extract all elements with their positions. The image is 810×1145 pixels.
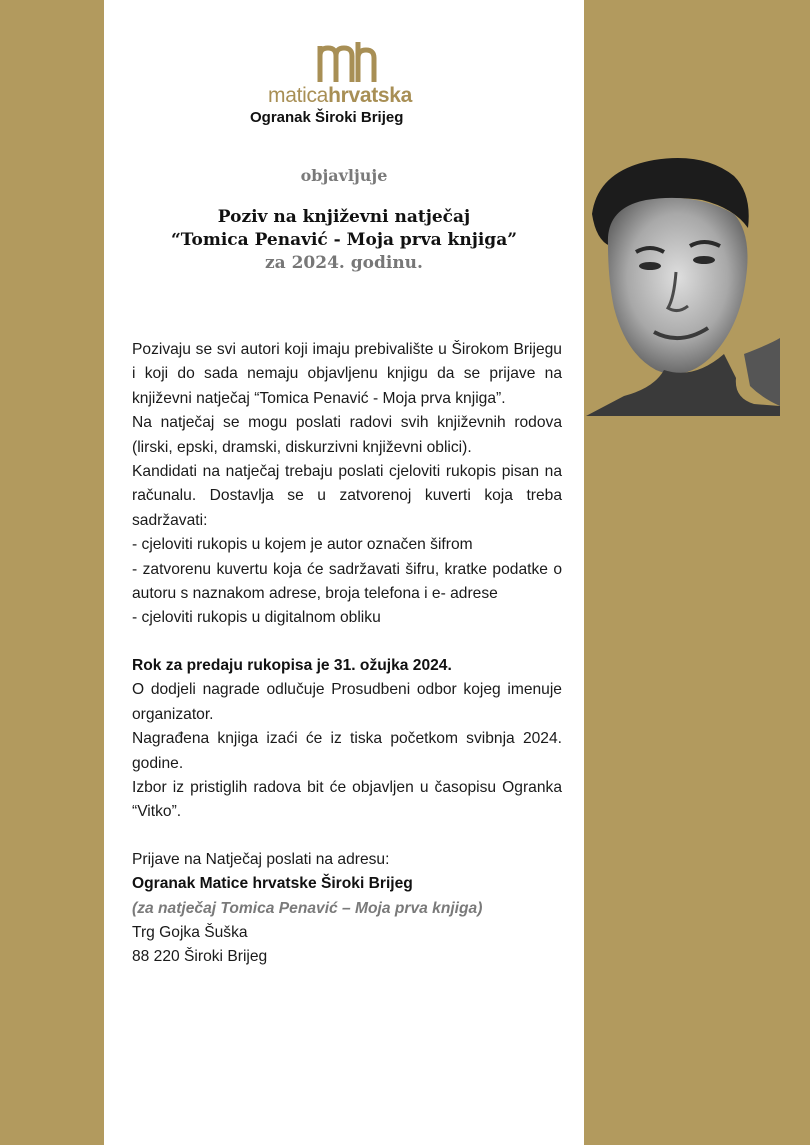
brand-name-light: matica <box>268 84 329 107</box>
deadline: Rok za predaju rukopisa je 31. ožujka 2024. <box>132 656 452 674</box>
paragraph-publication: Nagrađena knjiga izaći će iz tiska početkom svibnja 2024. godine. <box>132 730 562 772</box>
address-intro: Prijave na Natječaj poslati na adresu: <box>132 850 390 868</box>
title-line-1: Poziv na književni natječaj <box>217 207 471 227</box>
author-portrait-photo <box>584 148 784 416</box>
body-text <box>132 338 562 970</box>
list-item: - cjeloviti rukopis u kojem je autor označen šifrom <box>132 536 473 554</box>
paragraph-genres: Na natječaj se mogu poslati radovi svih književnih rodova (lirski, epski, dramski, diskurzivni književni oblici). <box>132 414 562 456</box>
brand-name-bold: hrvatska <box>328 84 413 107</box>
matica-hrvatska-logo-icon <box>316 42 378 82</box>
list-item: - zatvorenu kuvertu koja će sadržavati šifru, kratke podatke o autoru s naznakom adrese, broja telefona i e- adrese <box>132 560 562 603</box>
address-note: (za natječaj Tomica Penavić – Moja prva knjiga) <box>132 899 483 917</box>
paragraph-vitko: Izbor iz pristiglih radova bit će objavljen u časopisu Ogranka “Vitko”. <box>132 778 562 821</box>
address-street: Trg Gojka Šuška <box>132 923 248 941</box>
paragraph-eligibility: Pozivaju se svi autori koji imaju prebivalište u Širokom Brijegu i koji do sada nemaju objavljenu knjigu da se prijave na književni natječaj “Tomica Penavić - Moja prva knjiga”. <box>132 341 562 407</box>
announces-verb: objavljuje <box>300 166 388 185</box>
left-gold-band <box>0 0 104 1145</box>
address-city: 88 220 Široki Brijeg <box>132 948 268 966</box>
brand-wordmark <box>268 84 438 108</box>
title-line-2: “Tomica Penavić - Moja prva knjiga” <box>171 230 517 250</box>
list-item: - cjeloviti rukopis u digitalnom obliku <box>132 609 381 627</box>
title-line-3: za 2024. godinu. <box>265 253 423 273</box>
address-organization: Ogranak Matice hrvatske Široki Brijeg <box>132 875 413 893</box>
branch-name: Ogranak Široki Brijeg <box>250 109 404 126</box>
contest-title <box>104 206 584 275</box>
paragraph-jury: O dodjeli nagrade odlučuje Prosudbeni odbor kojeg imenuje organizator. <box>132 681 562 723</box>
paragraph-submission: Kandidati na natječaj trebaju poslati cjeloviti rukopis pisan na računalu. Dostavlja se u zatvorenoj kuverti koja treba sadržavati: <box>132 463 562 529</box>
